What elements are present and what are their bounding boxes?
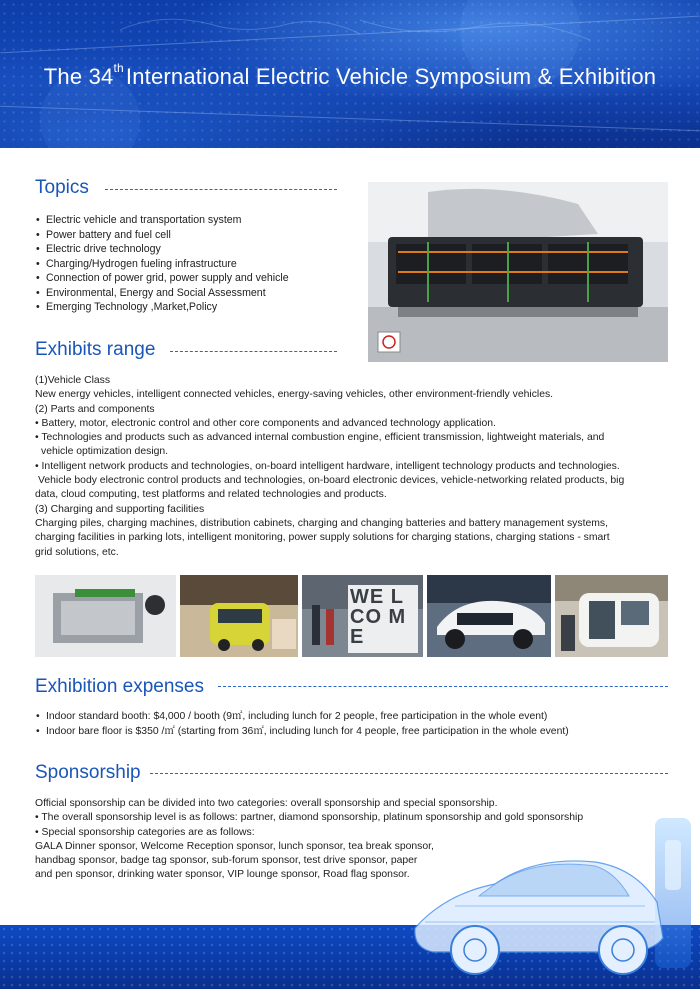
text-line: (2) Parts and components bbox=[35, 403, 155, 415]
list-item: • Power battery and fuel cell bbox=[36, 228, 289, 243]
welcome-sign-photo bbox=[302, 575, 423, 657]
text-line: handbag sponsor, badge tag sponsor, sub-forum sponsor, test drive sponsor, paper bbox=[35, 855, 418, 867]
text-line: • Intelligent network products and technologies, on-board intelligent hardware, intelligent technology products and technologies. bbox=[35, 460, 620, 472]
expenses-list bbox=[36, 710, 569, 739]
text-line: • Special sponsorship categories are as follows: bbox=[35, 826, 255, 838]
battery-pack-photo bbox=[368, 182, 668, 362]
welcome-sign-text: WE LCO ME bbox=[350, 586, 407, 648]
autonomous-shuttle-photo bbox=[555, 575, 668, 657]
topics-list bbox=[36, 213, 289, 315]
text-line: New energy vehicles, intelligent connected vehicles, energy-saving vehicles, other environment-friendly vehicles. bbox=[35, 389, 554, 401]
text-line: • Technologies and products such as advanced internal combustion engine, efficient transmission, lightweight materials, and bbox=[35, 432, 605, 444]
wireframe-car-illustration bbox=[395, 810, 700, 989]
text-line: Official sponsorship can be divided into two categories: overall sponsorship and special sponsorship. bbox=[35, 798, 498, 809]
list-item: • Electric vehicle and transportation system bbox=[36, 213, 289, 228]
text-line: Charging piles, charging machines, distribution cabinets, charging and changing batteries and battery management systems, bbox=[35, 517, 608, 529]
text-line: and pen sponsor, drinking water sponsor, VIP lounge sponsor, Road flag sponsor. bbox=[35, 869, 410, 881]
text-line: grid solutions, etc. bbox=[35, 546, 119, 558]
list-item: • Environmental, Energy and Social Assessment bbox=[36, 286, 289, 301]
list-item: • Connection of power grid, power supply and vehicle bbox=[36, 271, 289, 286]
exhibits-text bbox=[35, 374, 624, 560]
sponsorship-heading: Sponsorship bbox=[35, 762, 141, 783]
expenses-heading: Exhibition expenses bbox=[35, 676, 204, 697]
text-line: (1)Vehicle Class bbox=[35, 375, 111, 386]
text-line: data, cloud computing, test platforms and related technologies and products. bbox=[35, 489, 387, 501]
list-item: • Indoor bare floor is $350 /㎡ (starting from 36㎡, including lunch for 4 people, free participation in the whole event) bbox=[36, 725, 569, 740]
header-banner bbox=[0, 0, 700, 148]
exhibits-divider bbox=[170, 351, 337, 352]
ev-chassis-photo bbox=[427, 575, 551, 657]
list-item: • Electric drive technology bbox=[36, 242, 289, 257]
text-line: GALA Dinner sponsor, Welcome Reception sponsor, lunch sponsor, tea break sponsor, bbox=[35, 840, 434, 852]
text-line: (3) Charging and supporting facilities bbox=[35, 503, 205, 515]
motor-component-photo bbox=[35, 575, 176, 657]
list-item: • Charging/Hydrogen fueling infrastructure bbox=[36, 257, 289, 272]
expenses-divider bbox=[218, 686, 668, 687]
exhibits-heading: Exhibits range bbox=[35, 339, 156, 360]
list-item: • Emerging Technology ,Market,Policy bbox=[36, 300, 289, 315]
mini-ev-photo bbox=[180, 575, 298, 657]
list-item: • Indoor standard booth: $4,000 / booth (9㎡, including lunch for 2 people, free participation in the whole event) bbox=[36, 710, 569, 725]
event-title: The 34thInternational Electric Vehicle Symposium & Exhibition bbox=[43, 60, 657, 89]
sponsorship-divider bbox=[150, 773, 668, 774]
text-line: • The overall sponsorship level is as follows: partner, diamond sponsorship, platinum sponsorship and gold sponsorship bbox=[35, 812, 584, 824]
text-line: charging facilities in parking lots, intelligent monitoring, power supply solutions for charging stations, charging stations - smart bbox=[35, 532, 610, 544]
text-line: Vehicle body electronic control products and technologies, on-board electronic devices, vehicle-networking related products, big bbox=[38, 475, 625, 487]
topics-heading: Topics bbox=[35, 177, 89, 198]
topics-divider bbox=[105, 189, 337, 190]
text-line: vehicle optimization design. bbox=[41, 446, 169, 458]
text-line: • Battery, motor, electronic control and other core components and advanced technology application. bbox=[35, 417, 496, 429]
